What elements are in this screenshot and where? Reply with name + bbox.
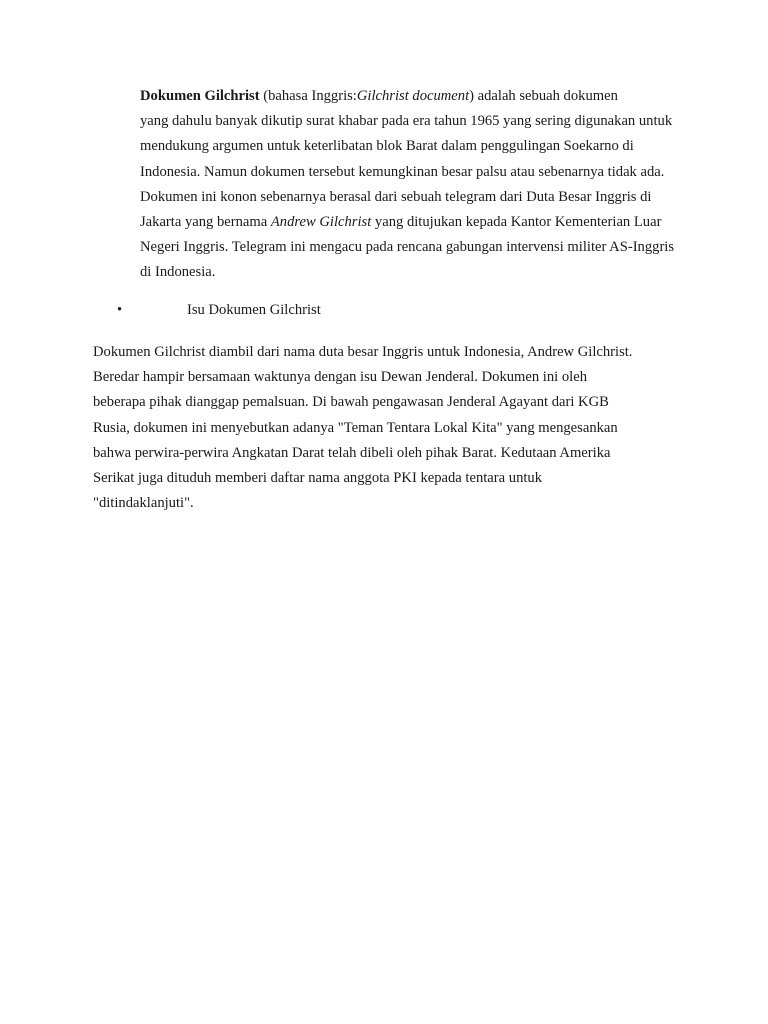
paragraph-line: mendukung argumen untuk keterlibatan blok Barat dalam penggulingan Soekarno di xyxy=(140,138,634,155)
paragraph-line: Dokumen ini konon sebenarnya berasal dari sebuah telegram dari Duta Besar Inggris di xyxy=(140,188,652,205)
paragraph-line: yang dahulu banyak dikutip surat khabar pada era tahun 1965 yang sering digunakan untuk xyxy=(140,113,673,130)
paragraph-line: Dokumen Gilchrist diambil dari nama duta besar Inggris untuk Indonesia, Andrew Gilchrist. xyxy=(93,344,633,360)
text-segment: (bahasa Inggris: xyxy=(259,88,357,104)
paragraph-line: "ditindaklanjuti". xyxy=(93,495,194,512)
paragraph-line: di Indonesia. xyxy=(140,264,216,281)
paragraph-line: Indonesia. Namun dokumen tersebut kemungkinan besar palsu atau sebenarnya tidak ada. xyxy=(140,163,665,180)
paragraph-line: beberapa pihak dianggap pemalsuan. Di bawah pengawasan Jenderal Agayant dari KGB xyxy=(93,394,609,411)
paragraph-line: Beredar hampir bersamaan waktunya dengan isu Dewan Jenderal. Dokumen ini oleh xyxy=(93,369,587,386)
term-bold: Dokumen Gilchrist xyxy=(140,88,260,104)
bullet-heading: Isu Dokumen Gilchrist xyxy=(187,302,321,318)
name-italic: Andrew Gilchrist xyxy=(270,214,372,231)
paragraph-line: Negeri Inggris. Telegram ini mengacu pada rencana gabungan intervensi militer AS-Inggris xyxy=(140,239,675,256)
bullet-icon: • xyxy=(117,302,123,318)
paragraph-details xyxy=(93,340,678,516)
paragraph-line: Serikat juga dituduh memberi daftar nama anggota PKI kepada tentara untuk xyxy=(93,470,543,487)
text-segment: ) adalah sebuah dokumen xyxy=(469,88,618,104)
paragraph-line xyxy=(93,84,678,109)
paragraph-line xyxy=(93,210,678,235)
text-segment: yang ditujukan kepada Kantor Kementerian Luar xyxy=(371,214,662,231)
paragraph-intro xyxy=(93,84,678,286)
paragraph-line: Rusia, dokumen ini menyebutkan adanya "Teman Tentara Lokal Kita" yang mengesankan xyxy=(93,419,618,436)
text-segment: Jakarta yang bernama xyxy=(140,214,271,231)
paragraph-line: bahwa perwira-perwira Angkatan Darat telah dibeli oleh pihak Barat. Kedutaan Amerika xyxy=(93,444,611,461)
term-italic: Gilchrist document xyxy=(356,88,470,104)
